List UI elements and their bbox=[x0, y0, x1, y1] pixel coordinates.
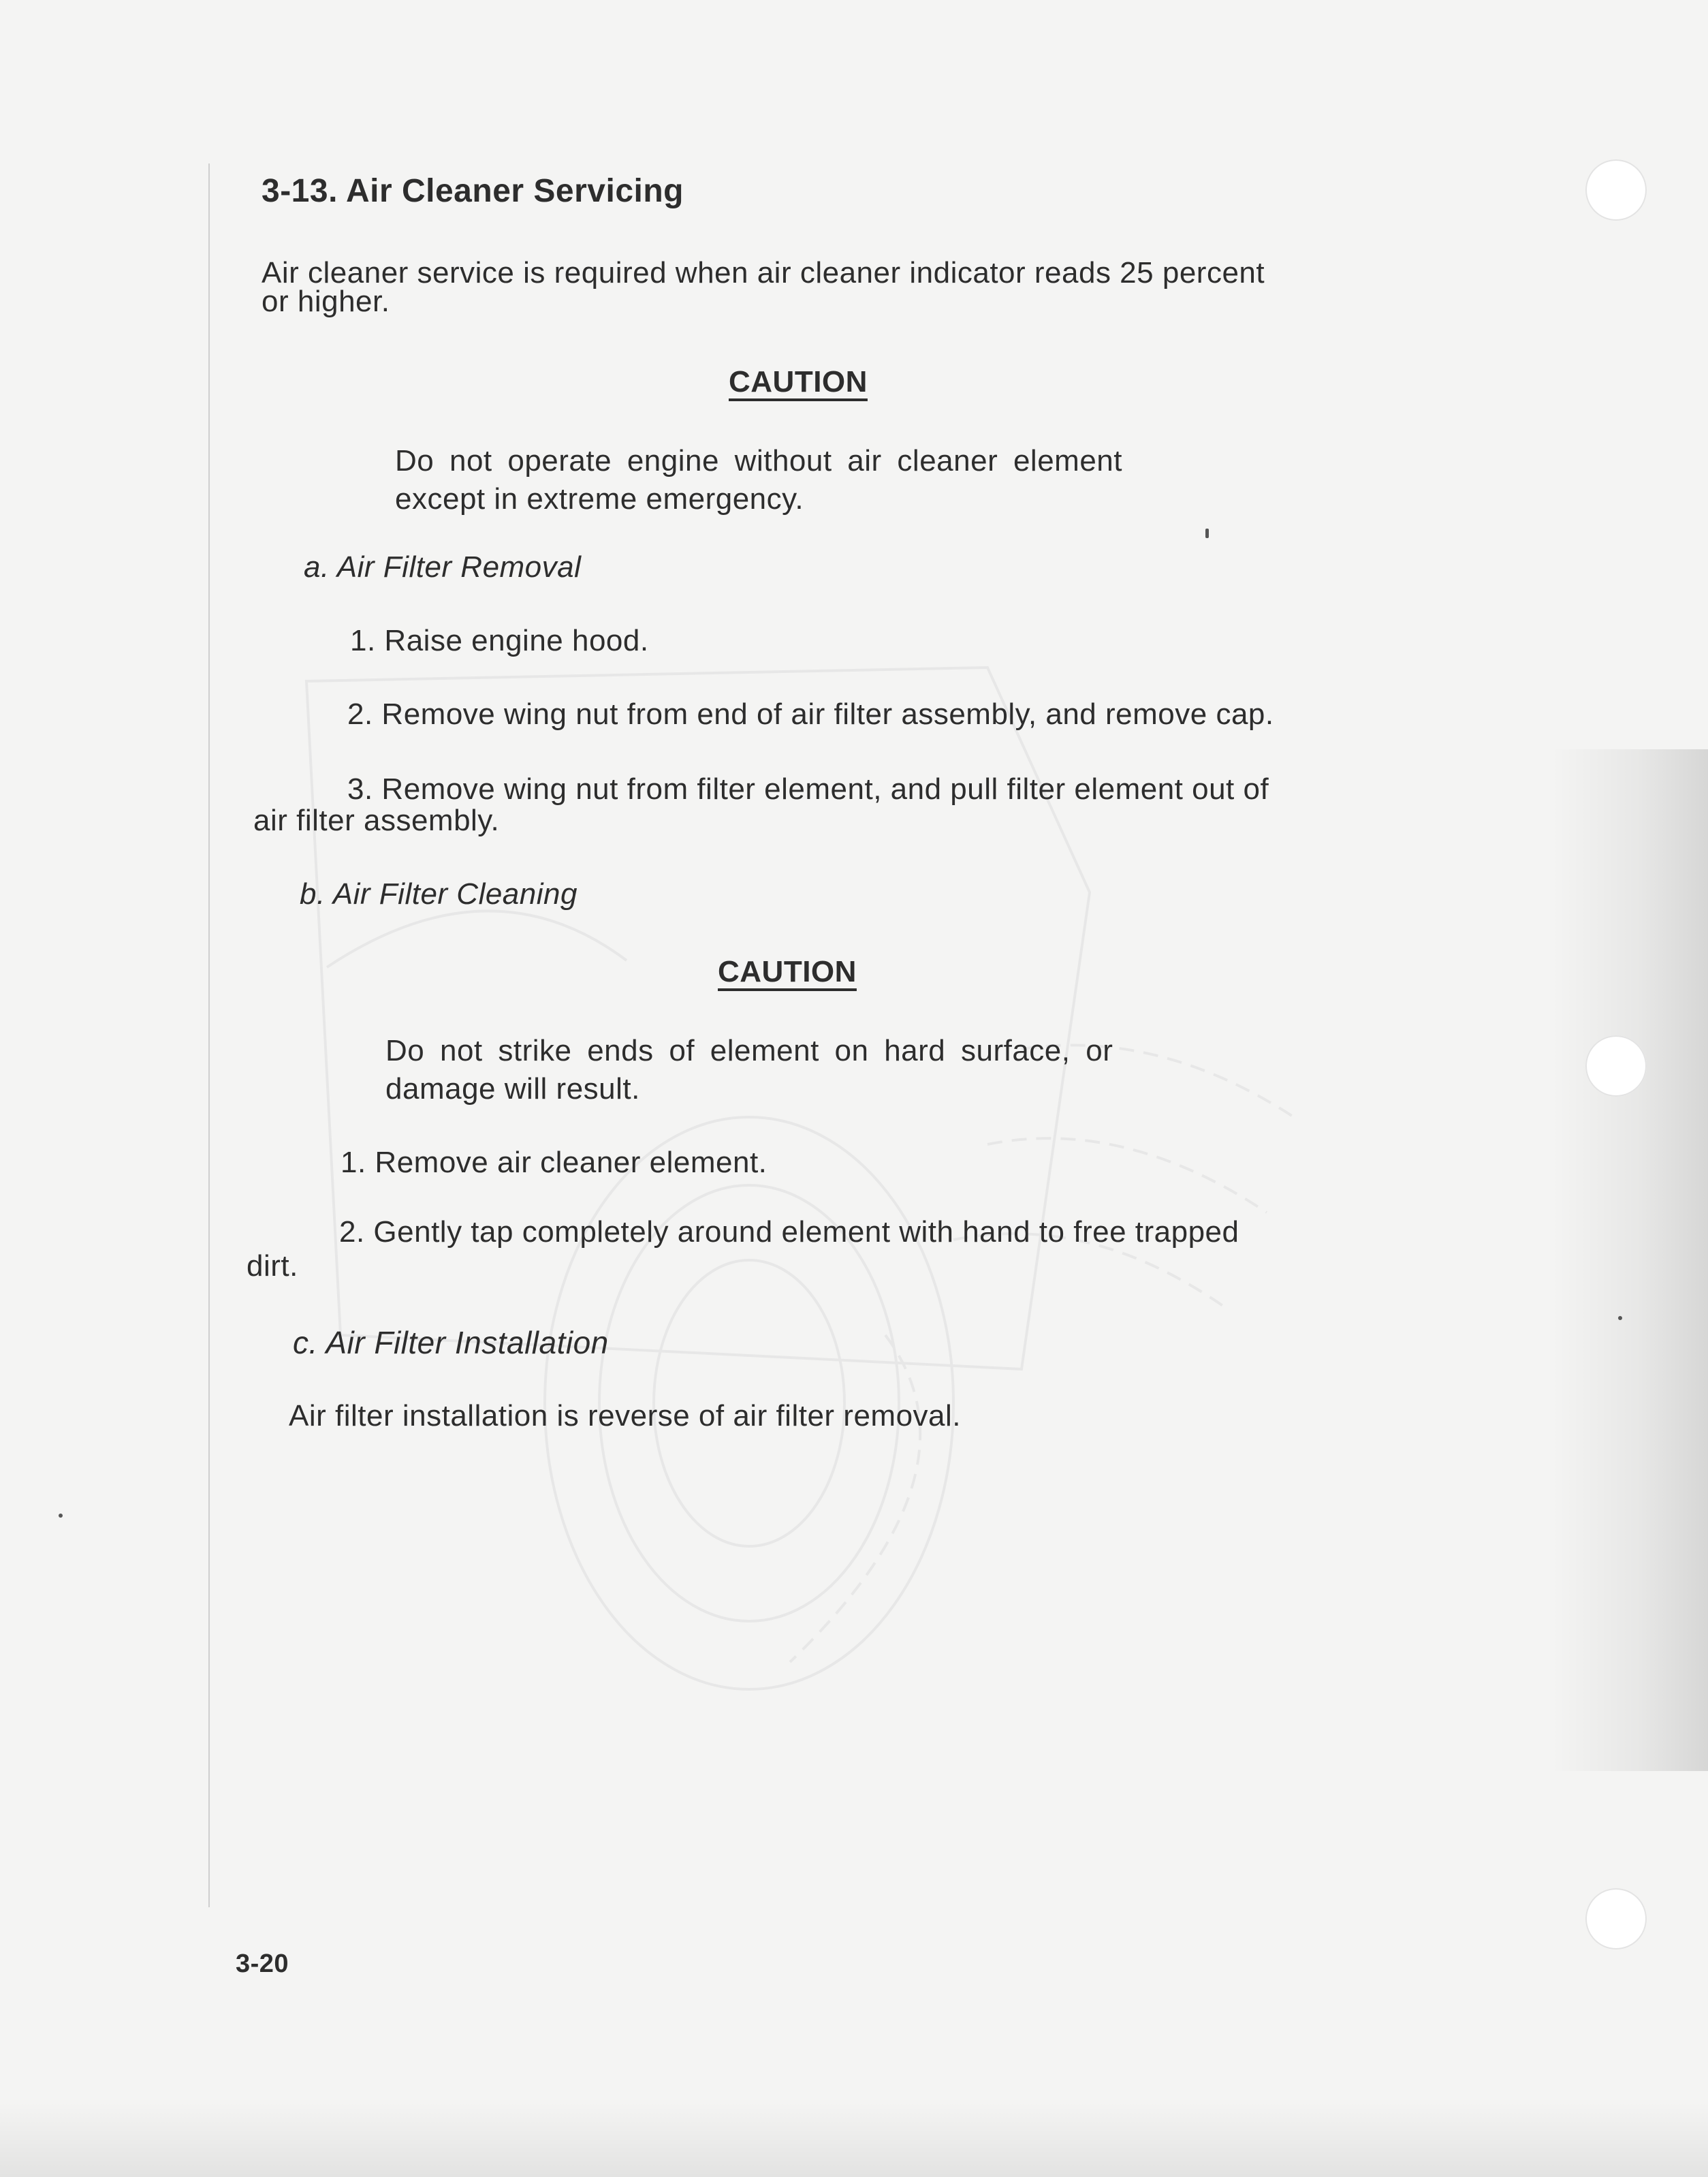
caution-2-line1: Do not strike ends of element on hard surface, or bbox=[385, 1034, 1113, 1067]
cleaning-title: b. Air Filter Cleaning bbox=[300, 877, 578, 911]
intro-text-line2: or higher. bbox=[262, 285, 390, 318]
binder-hole-top bbox=[1585, 159, 1647, 221]
cleaning-step-2-line1: 2. Gently tap completely around element with hand to free trapped bbox=[339, 1215, 1239, 1249]
page-number: 3-20 bbox=[236, 1949, 289, 1978]
caution-2-line2: damage will result. bbox=[385, 1072, 640, 1106]
paper-speck bbox=[1205, 529, 1209, 538]
paper-speck bbox=[1618, 1316, 1622, 1320]
removal-step-3-line1: 3. Remove wing nut from filter element, and pull filter element out of bbox=[347, 772, 1269, 806]
removal-step-2: 2. Remove wing nut from end of air filter assembly, and remove cap. bbox=[347, 698, 1274, 731]
page-edge-shadow bbox=[1551, 749, 1708, 1771]
cleaning-step-1: 1. Remove air cleaner element. bbox=[341, 1146, 768, 1179]
installation-text: Air filter installation is reverse of air filter removal. bbox=[289, 1399, 962, 1432]
removal-title: a. Air Filter Removal bbox=[304, 550, 582, 584]
installation-title: c. Air Filter Installation bbox=[293, 1325, 609, 1360]
caution-1-line2: except in extreme emergency. bbox=[395, 482, 804, 516]
removal-step-3-line2: air filter assembly. bbox=[253, 804, 500, 837]
cleaning-step-2-line2: dirt. bbox=[247, 1249, 298, 1283]
margin-line bbox=[208, 163, 210, 1907]
binder-hole-bottom bbox=[1585, 1888, 1647, 1949]
paper-speck bbox=[59, 1514, 63, 1518]
bleed-through-illustration bbox=[272, 177, 1498, 1744]
removal-step-1: 1. Raise engine hood. bbox=[350, 624, 649, 657]
intro-text-line1: Air cleaner service is required when air cleaner indicator reads 25 percent bbox=[262, 256, 1265, 289]
binder-hole-middle bbox=[1585, 1035, 1647, 1097]
section-heading: 3-13. Air Cleaner Servicing bbox=[262, 173, 684, 209]
page-bottom-shadow bbox=[0, 2102, 1708, 2177]
caution-label-1: CAUTION bbox=[729, 365, 868, 398]
caution-label-2: CAUTION bbox=[718, 955, 857, 988]
caution-1-line1: Do not operate engine without air cleaner element bbox=[395, 444, 1122, 477]
